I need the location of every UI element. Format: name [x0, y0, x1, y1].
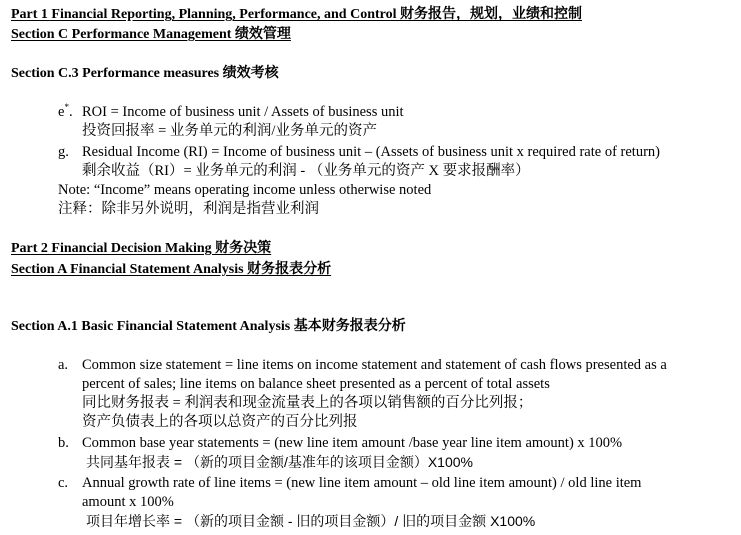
- part2-section-title: Section A Financial Statement Analysis 财务报表分析: [11, 262, 332, 277]
- list-item-common-size: [58, 356, 667, 374]
- ri-formula-zh: 剩余收益（RI）= 业务单元的利润 - （业务单元的资产 X 要求报酬率）: [82, 163, 530, 179]
- list-item-residual-income: [58, 143, 660, 161]
- part1-title: Part 1 Financial Reporting, Planning, Performance, and Control 财务报告，规划，业绩和控制: [11, 7, 582, 22]
- list-marker: b.: [58, 435, 69, 451]
- common-base-year-en: Common base year statements = (new line item amount /base year line item amount) x 100%: [82, 435, 623, 451]
- ri-formula-en: Residual Income (RI) = Income of business unit – (Assets of business unit x required rate of return): [82, 144, 660, 160]
- part1-section-title: Section C Performance Management 绩效管理: [11, 27, 291, 42]
- common-size-zh-line1: 同比财务报表 = 利润表和现金流量表上的各项以销售额的百分比列报；: [82, 395, 533, 411]
- note-zh: 注释：除非另外说明，利润是指营业利润: [58, 201, 319, 217]
- roi-formula-en: ROI = Income of business unit / Assets of business unit: [82, 104, 404, 120]
- list-item-common-base-year: [58, 434, 622, 452]
- common-size-en-line2: percent of sales; line items on balance sheet presented as a percent of total assets: [82, 376, 550, 392]
- common-size-zh-line2: 资产负债表上的各项以总资产的百分比列报: [82, 414, 358, 430]
- list-marker: a.: [58, 357, 69, 373]
- common-size-en-line1: Common size statement = line items on income statement and statement of cash flows presented as a: [82, 357, 667, 373]
- section-a1-heading: Section A.1 Basic Financial Statement Analysis 基本财务报表分析: [11, 319, 406, 334]
- list-marker: c.: [58, 475, 69, 491]
- annual-growth-en-line2: amount x 100%: [82, 494, 174, 510]
- list-marker: e*.: [58, 102, 73, 120]
- list-item-roi: [58, 103, 404, 121]
- list-marker: g.: [58, 144, 69, 160]
- annual-growth-zh: 项目年增长率 = （新的项目金额 - 旧的项目金额）/ 旧的项目金额 X100%: [86, 513, 536, 529]
- part2-title: Part 2 Financial Decision Making 财务决策: [11, 241, 272, 256]
- section-c3-heading: Section C.3 Performance measures 绩效考核: [11, 66, 279, 81]
- common-base-year-zh: 共同基年报表 = （新的项目金额/基准年的该项目金额）X100%: [86, 454, 473, 470]
- roi-formula-zh: 投资回报率 = 业务单元的利润/业务单元的资产: [82, 123, 377, 139]
- annual-growth-en-line1: Annual growth rate of line items = (new line item amount – old line item amount) / old line item: [82, 475, 642, 491]
- list-item-annual-growth: [58, 474, 641, 492]
- note-en: Note: “Income” means operating income unless otherwise noted: [58, 182, 432, 198]
